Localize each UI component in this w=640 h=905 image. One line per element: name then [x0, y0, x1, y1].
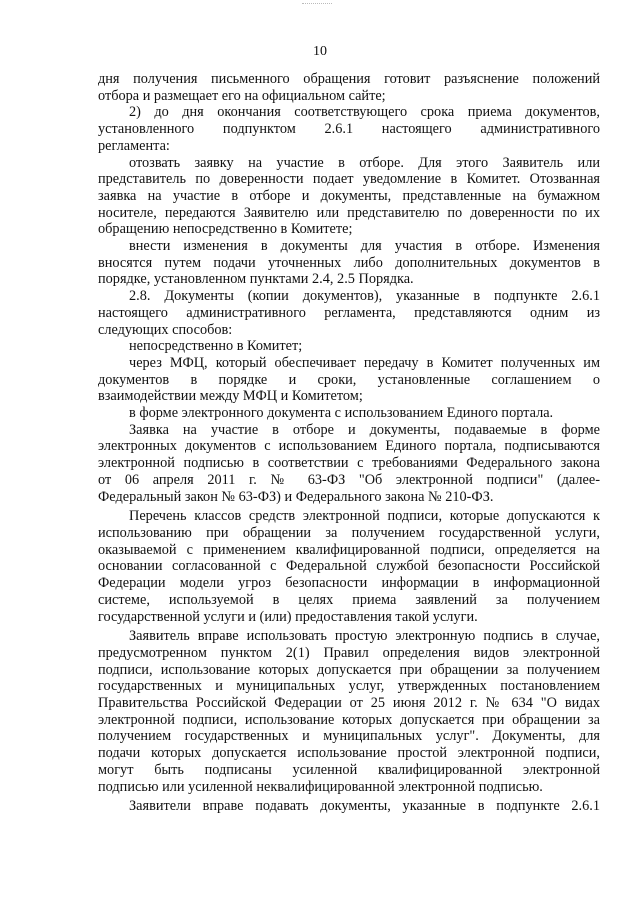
- paragraph: [98, 405, 600, 422]
- text-line: внести изменения в документы для участия в отборе. Изменения: [129, 238, 600, 255]
- text-line: отбора и размещает его на официальном сайте;: [98, 87, 386, 104]
- text-line: предусмотренном пунктом 2(1) Правил определения видов электронной: [98, 644, 600, 661]
- text-line: обращению непосредственно в Комитете;: [98, 221, 353, 238]
- text-line: носителе, передаются Заявителю или представителю по доверенности по их: [98, 204, 600, 221]
- text-line: оказываемой с применением квалифицированной подписи, определяется на: [98, 541, 600, 558]
- text-line: основании согласованной с Федеральной службой безопасности Российской: [98, 558, 600, 575]
- text-line: следующих способов:: [98, 321, 233, 338]
- paragraph: [98, 628, 600, 795]
- text-line: 2.8. Документы (копии документов), указанные в подпункте 2.6.1: [129, 288, 600, 305]
- text-line: взаимодействии между МФЦ и Комитетом;: [98, 388, 363, 405]
- text-line: от 06 апреля 2011 г. № 63-ФЗ "Об электронной подписи" (далее-: [98, 471, 600, 488]
- text-line: подписью или усиленной неквалифицированной электронной подписью.: [98, 778, 543, 795]
- text-line: подписи, использование которых допускается при обращении за получением: [98, 661, 600, 678]
- text-line: электронной подписью в соответствии с требованиями Федерального закона: [98, 455, 600, 472]
- text-line: использованию при обращении за получением государственной услуги,: [98, 524, 600, 541]
- paragraph: [98, 155, 600, 239]
- text-line: системе, используемой в целях приема заявлений за получением: [98, 591, 600, 608]
- text-line: Правительства Российской Федерации от 25 июня 2012 г. № 634 "О видах: [98, 695, 600, 712]
- text-line: 2) до дня окончания соответствующего срока приема документов,: [129, 104, 600, 121]
- paragraph: [98, 355, 600, 405]
- scan-mark: [302, 3, 332, 7]
- text-line: электронной подписи, использование которых допускается при обращении за: [98, 711, 600, 728]
- text-line: порядке, установленном пунктами 2.4, 2.5 Порядка.: [98, 271, 414, 288]
- text-line: Заявители вправе подавать документы, указанные в подпункте 2.6.1: [129, 798, 600, 815]
- paragraph: [98, 422, 600, 506]
- page-number: 10: [313, 44, 327, 59]
- text-line: заявка на участие в отборе и документы, представленные на бумажном: [98, 187, 600, 204]
- paragraph: [98, 508, 600, 625]
- paragraph: [98, 288, 600, 338]
- text-line: дня получения письменного обращения готовит разъяснение положений: [98, 71, 600, 87]
- text-line: Перечень классов средств электронной подписи, которые допускаются к: [129, 508, 600, 525]
- text-line: Заявка на участие в отборе и документы, подаваемые в форме: [129, 421, 600, 438]
- text-line: Федеральный закон № 63-ФЗ) и Федерального закона № 210-ФЗ.: [98, 488, 494, 505]
- paragraph: [98, 798, 600, 815]
- text-line: государственной услуги и (или) предоставления такой услуги.: [98, 608, 478, 625]
- paragraph: [98, 104, 600, 154]
- text-line: в форме электронного документа с использованием Единого портала.: [129, 405, 554, 422]
- text-line: отозвать заявку на участие в отборе. Для этого Заявитель или: [129, 154, 600, 171]
- text-line: настоящего административного регламента, представляются одним из: [98, 304, 600, 321]
- text-line: документов в порядке и сроки, установленные соглашением о: [98, 371, 600, 388]
- text-line: электронных документов с использованием Единого портала, подписываются: [98, 438, 600, 455]
- text-line: вносятся путем подачи уточненных либо дополнительных документов в: [98, 254, 600, 271]
- text-line: государственных и муниципальных услуг, утвержденных постановлением: [98, 678, 600, 695]
- text-line: Заявитель вправе использовать простую электронную подпись в случае,: [129, 628, 600, 645]
- text-line: установленного подпунктом 2.6.1 настоящего административного: [98, 121, 600, 138]
- text-line: через МФЦ, который обеспечивает передачу в Комитет полученных им: [129, 354, 600, 371]
- paragraph: [98, 338, 600, 355]
- paragraph: [98, 71, 600, 104]
- text-line: Федерации модели угроз безопасности информации в информационной: [98, 575, 600, 592]
- text-line: представитель по доверенности подает уведомление в Комитет. Отозванная: [98, 171, 600, 188]
- paragraph: [98, 238, 600, 288]
- text-line: подачи которых допускается использование простой электронной подписи,: [98, 745, 600, 762]
- text-line: непосредственно в Комитет;: [129, 338, 303, 355]
- text-line: регламента:: [98, 137, 170, 154]
- document-body: [98, 71, 600, 815]
- text-line: могут быть подписаны усиленной квалифицированной электронной: [98, 761, 600, 778]
- text-line: получением государственных и муниципальных услуг". Документы, для: [98, 728, 600, 745]
